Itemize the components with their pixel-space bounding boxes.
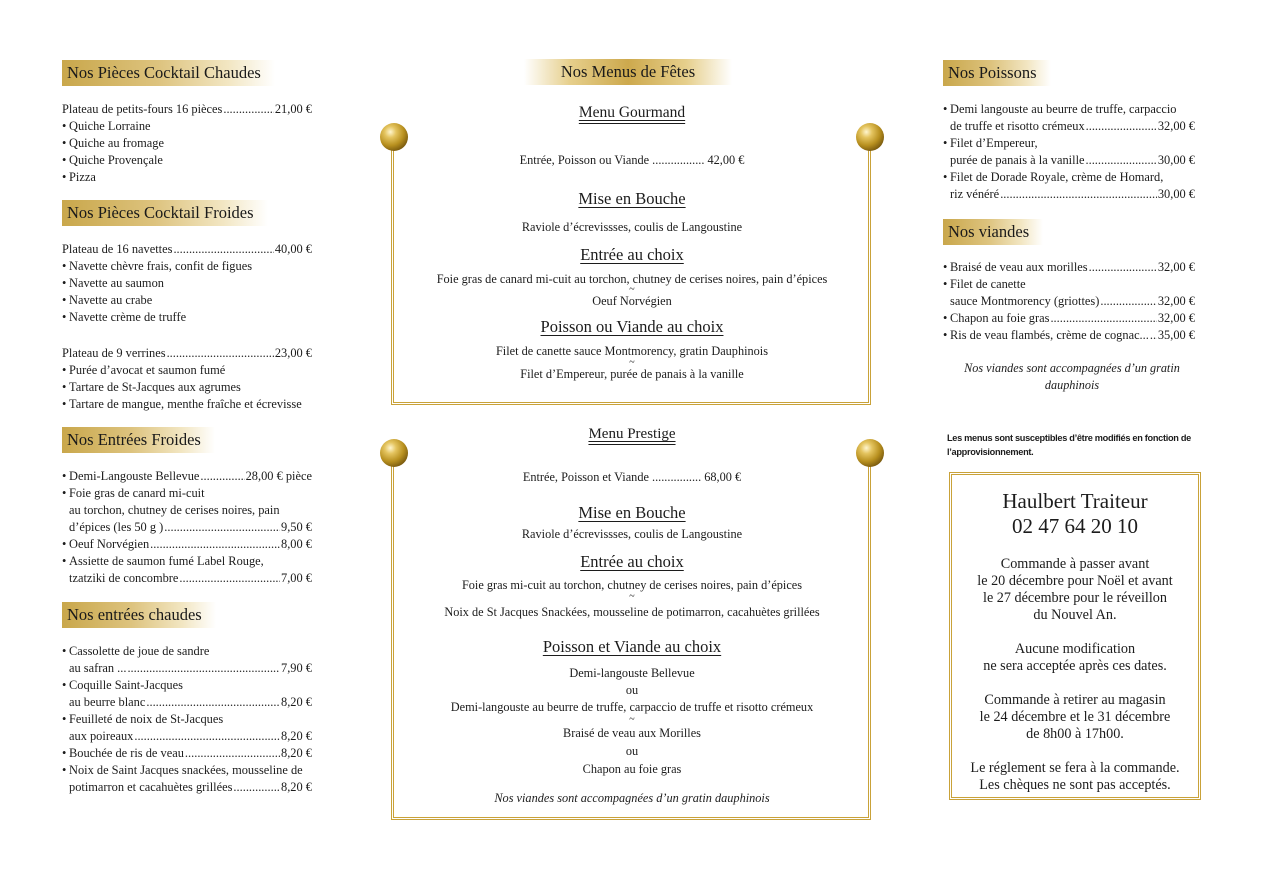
bullet-icon: • <box>62 678 67 692</box>
menu-prestige-main-2: Demi-langouste au beurre de truffe, carpaccio de truffe et risotto crémeux <box>450 700 814 714</box>
menu-prestige-main-1: Demi-langouste Bellevue <box>569 666 695 680</box>
item-price: 8,20 € <box>281 729 312 743</box>
menu-prestige-main-4: Chapon au foie gras <box>582 762 682 776</box>
section-heading-menus: Nos Menus de Fêtes <box>524 59 732 85</box>
section-heading-hot-starters: Nos entrées chaudes <box>62 602 216 628</box>
section-heading-cold-starters: Nos Entrées Froides <box>62 427 215 453</box>
bullet-icon: • <box>62 363 67 377</box>
item-label: Navette chèvre frais, confit de figues <box>69 259 253 273</box>
dot-leader <box>233 779 280 796</box>
menu-line <box>62 694 312 711</box>
order-deadline: Commande à passer avant le 20 décembre pour Noël et avant le 27 décembre pour le réveillon du Nouvel An. <box>977 556 1173 623</box>
item-label: Coquille Saint-Jacques <box>69 678 183 692</box>
dot-leader <box>173 241 273 258</box>
item-label: Filet de Dorade Royale, crème de Homard, <box>950 170 1164 184</box>
menu-gourmand-main-1: Filet de canette sauce Montmorency, gratin Dauphinois <box>495 344 769 358</box>
item-price: 32,00 € <box>1157 294 1195 308</box>
item-label: aux poireaux <box>69 729 134 743</box>
menu-prestige-main-3: Braisé de veau aux Morilles <box>563 726 701 740</box>
item-label: riz vénéré <box>950 187 1000 201</box>
menu-prestige-title: Menu Prestige <box>588 426 676 442</box>
menu-line <box>62 745 312 762</box>
dot-leader <box>200 468 244 485</box>
dot-leader <box>1086 152 1157 169</box>
item-label: Oeuf Norvégien <box>69 537 150 551</box>
item-label: Demi-Langouste Bellevue <box>69 469 200 483</box>
menu-line <box>943 276 1195 293</box>
menu-line <box>943 152 1195 169</box>
dot-leader <box>146 694 280 711</box>
bullet-icon: • <box>62 537 67 551</box>
menu-line <box>943 186 1195 203</box>
item-price: 8,20 € <box>281 780 312 794</box>
menu-line <box>62 779 312 796</box>
bullet-icon: • <box>62 554 67 568</box>
hot-cocktail-list <box>62 101 312 186</box>
hot-starters-list <box>62 643 312 796</box>
menu-line <box>62 118 312 135</box>
menu-prestige-entree-2: Noix de St Jacques Snackées, mousseline de potimarron, cacahuètes grillées <box>444 605 820 619</box>
bullet-icon: • <box>62 746 67 760</box>
dot-leader <box>179 570 280 587</box>
section-heading-cold-cocktail: Nos Pièces Cocktail Froides <box>62 200 268 226</box>
menu-line <box>62 169 312 186</box>
menu-prestige-entree-1: Foie gras mi-cuit au torchon, chutney de cerises noires, pain d’épices <box>461 578 803 592</box>
item-price: 30,00 € <box>1157 153 1195 167</box>
item-label: Tartare de mangue, menthe fraîche et écrevisse <box>69 397 302 411</box>
menu-gourmand-mise: Raviole d’écrevissses, coulis de Langoustine <box>521 220 743 234</box>
item-label: au beurre blanc <box>69 695 146 709</box>
meat-note-line-2: dauphinois <box>1044 378 1100 392</box>
item-label: Purée d’avocat et saumon fumé <box>69 363 226 377</box>
menu-line <box>62 660 312 677</box>
bullet-icon: • <box>62 136 67 150</box>
bullet-icon: • <box>62 644 67 658</box>
bullet-icon: • <box>62 380 67 394</box>
dot-leader <box>1086 118 1157 135</box>
item-price: 7,90 € <box>281 661 312 675</box>
gold-ball-icon <box>856 439 884 467</box>
dot-leader <box>167 345 274 362</box>
meat-list <box>943 259 1195 344</box>
item-label: Quiche au fromage <box>69 136 164 150</box>
item-label: Filet de canette <box>950 277 1026 291</box>
item-price: 32,00 € <box>1157 119 1195 133</box>
item-label: Chapon au foie gras <box>950 311 1050 325</box>
tilde-separator: ~ <box>629 357 635 368</box>
menu-gourmand-entree-2: Oeuf Norvégien <box>592 294 672 308</box>
item-price: 23,00 € <box>274 346 312 360</box>
item-price: 21,00 € <box>274 102 312 116</box>
dot-leader <box>127 660 280 677</box>
menu-gourmand-mise-title: Mise en Bouche <box>578 189 686 208</box>
item-price: 8,20 € <box>281 695 312 709</box>
dot-leader <box>1150 327 1157 344</box>
menu-gourmand-entree-1: Foie gras de canard mi-cuit au torchon, chutney de cerises noires, pain d’épices <box>436 272 828 286</box>
item-label: Foie gras de canard mi-cuit <box>69 486 205 500</box>
item-label: sauce Montmorency (griottes) <box>950 294 1100 308</box>
or-separator: ou <box>625 744 639 758</box>
gold-ball-icon <box>380 123 408 151</box>
item-price: 7,00 € <box>281 571 312 585</box>
menu-line <box>943 101 1195 118</box>
menu-line <box>943 310 1195 327</box>
notice-line-1: Les menus sont susceptibles d’être modifiés en fonction de <box>947 433 1191 443</box>
menu-line <box>62 292 312 309</box>
dot-leader <box>1089 259 1157 276</box>
item-label: Quiche Lorraine <box>69 119 151 133</box>
cold-starters-list <box>62 468 312 587</box>
bullet-icon: • <box>943 136 948 150</box>
bullet-icon: • <box>943 328 948 342</box>
section-heading-meat: Nos viandes <box>943 219 1043 245</box>
item-label: Tartare de St-Jacques aux agrumes <box>69 380 241 394</box>
menu-line <box>62 135 312 152</box>
menu-line <box>62 519 312 536</box>
menu-line <box>62 362 312 379</box>
menu-gourmand-entree-title: Entrée au choix <box>580 245 684 264</box>
dot-leader <box>185 745 280 762</box>
menu-line <box>62 345 312 362</box>
gold-ball-icon <box>856 123 884 151</box>
item-label: Navette crème de truffe <box>69 310 187 324</box>
menu-line <box>62 241 312 258</box>
phone-number[interactable]: 02 47 64 20 10 <box>1012 514 1138 538</box>
item-label: au safran ... <box>69 661 127 675</box>
dot-leader <box>223 101 273 118</box>
payment-info: Le réglement se fera à la commande. Les chèques ne sont pas acceptés. <box>970 760 1180 793</box>
item-label: Plateau de 16 navettes <box>62 242 173 256</box>
bullet-icon: • <box>62 310 67 324</box>
item-price: 32,00 € <box>1157 260 1195 274</box>
menu-line <box>62 570 312 587</box>
item-price: 35,00 € <box>1157 328 1195 342</box>
item-price: 9,50 € <box>281 520 312 534</box>
menu-line <box>62 152 312 169</box>
menu-line <box>62 396 312 413</box>
bullet-icon: • <box>62 469 67 483</box>
item-price: 8,20 € <box>281 746 312 760</box>
verrines-list <box>62 345 312 413</box>
dot-leader <box>164 519 280 536</box>
fish-list <box>943 101 1195 203</box>
item-label: Plateau de 9 verrines <box>62 346 166 360</box>
dot-leader <box>1100 293 1156 310</box>
menu-line <box>943 327 1195 344</box>
item-label: Quiche Provençale <box>69 153 163 167</box>
dot-leader <box>150 536 280 553</box>
menu-line <box>62 643 312 660</box>
cold-cocktail-list <box>62 241 312 326</box>
bullet-icon: • <box>62 153 67 167</box>
menu-line <box>62 677 312 694</box>
item-label: Ris de veau flambés, crème de cognac... <box>950 328 1149 342</box>
item-price: 28,00 € pièce <box>245 469 312 483</box>
bullet-icon: • <box>943 102 948 116</box>
item-label: d’épices (les 50 g ) <box>69 520 164 534</box>
contact-box <box>949 472 1201 800</box>
pickup-info: Commande à retirer au magasin le 24 décembre et le 31 décembre de 8h00 à 17h00. <box>979 692 1171 742</box>
bullet-icon: • <box>943 277 948 291</box>
item-label: Filet d’Empereur, <box>950 136 1038 150</box>
item-price: 40,00 € <box>274 242 312 256</box>
item-label: Cassolette de joue de sandre <box>69 644 210 658</box>
dot-leader <box>1050 310 1156 327</box>
gold-ball-icon <box>380 439 408 467</box>
menu-prestige-entree-title: Entrée au choix <box>580 552 684 571</box>
item-label: Feuilleté de noix de St-Jacques <box>69 712 224 726</box>
menu-line <box>62 762 312 779</box>
section-heading-fish: Nos Poissons <box>943 60 1051 86</box>
menu-prestige-main-title: Poisson et Viande au choix <box>542 637 722 656</box>
bullet-icon: • <box>62 397 67 411</box>
bullet-icon: • <box>62 276 67 290</box>
item-label: Pizza <box>69 170 96 184</box>
availability-notice <box>947 431 1205 459</box>
bullet-icon: • <box>943 170 948 184</box>
menu-gourmand-title: Menu Gourmand <box>578 104 686 121</box>
menu-line <box>62 258 312 275</box>
bullet-icon: • <box>62 712 67 726</box>
bullet-icon: • <box>943 311 948 325</box>
menu-gourmand-main-2: Filet d’Empereur, purée de panais à la vanille <box>520 367 744 381</box>
menu-prestige-price: Entrée, Poisson et Viande ................ 68,00 € <box>522 470 742 484</box>
bullet-icon: • <box>62 119 67 133</box>
item-label: Assiette de saumon fumé Label Rouge, <box>69 554 264 568</box>
bullet-icon: • <box>62 259 67 273</box>
item-label: Navette au crabe <box>69 293 153 307</box>
menu-line <box>62 101 312 118</box>
item-label: tzatziki de concombre <box>69 571 179 585</box>
item-label: Navette au saumon <box>69 276 164 290</box>
item-label: purée de panais à la vanille <box>950 153 1085 167</box>
item-label: Noix de Saint Jacques snackées, mousseline de <box>69 763 303 777</box>
notice-line-2: l’approvisionnement. <box>947 447 1034 457</box>
meat-note-line-1: Nos viandes sont accompagnées d’un gratin <box>964 361 1180 375</box>
menu-line <box>943 259 1195 276</box>
menu-line <box>943 118 1195 135</box>
menu-line <box>62 275 312 292</box>
menu-gourmand-price: Entrée, Poisson ou Viande ................. 42,00 € <box>519 153 745 167</box>
menu-line <box>943 135 1195 152</box>
modification-policy: Aucune modification ne sera acceptée après ces dates. <box>983 641 1167 674</box>
menu-gourmand-main-title: Poisson ou Viande au choix <box>540 317 724 336</box>
item-label: Plateau de petits-fours 16 pièces <box>62 102 223 116</box>
item-label: Braisé de veau aux morilles <box>950 260 1088 274</box>
item-label: Demi langouste au beurre de truffe, carpaccio <box>950 102 1177 116</box>
item-label: de truffe et risotto crémeux <box>950 119 1085 133</box>
menu-prestige-note: Nos viandes sont accompagnées d’un gratin dauphinois <box>494 791 770 805</box>
or-separator: ou <box>625 683 639 697</box>
menu-line <box>62 309 312 326</box>
bullet-icon: • <box>62 170 67 184</box>
bullet-icon: • <box>62 763 67 777</box>
dot-leader <box>134 728 280 745</box>
item-label: Bouchée de ris de veau <box>69 746 184 760</box>
bullet-icon: • <box>62 293 67 307</box>
tilde-separator: ~ <box>629 591 635 602</box>
item-price: 32,00 € <box>1157 311 1195 325</box>
menu-line <box>62 502 312 519</box>
item-price: 30,00 € <box>1157 187 1195 201</box>
menu-prestige-mise: Raviole d’écrevissses, coulis de Langoustine <box>521 527 743 541</box>
item-price: 8,00 € <box>281 537 312 551</box>
menu-line <box>62 711 312 728</box>
bullet-icon: • <box>943 260 948 274</box>
tilde-separator: ~ <box>629 284 635 295</box>
menu-line <box>943 293 1195 310</box>
item-label: potimarron et cacahuètes grillées <box>69 780 233 794</box>
dot-leader <box>1000 186 1157 203</box>
bullet-icon: • <box>62 486 67 500</box>
caterer-name: Haulbert Traiteur <box>1002 489 1148 513</box>
menu-line <box>62 379 312 396</box>
menu-line <box>62 468 312 485</box>
menu-line <box>62 536 312 553</box>
section-heading-hot-cocktail: Nos Pièces Cocktail Chaudes <box>62 60 275 86</box>
menu-line <box>62 728 312 745</box>
menu-line <box>62 485 312 502</box>
item-label: au torchon, chutney de cerises noires, pain <box>69 503 280 517</box>
menu-line <box>943 169 1195 186</box>
menu-prestige-mise-title: Mise en Bouche <box>578 503 686 522</box>
tilde-separator: ~ <box>629 714 635 725</box>
menu-line <box>62 553 312 570</box>
